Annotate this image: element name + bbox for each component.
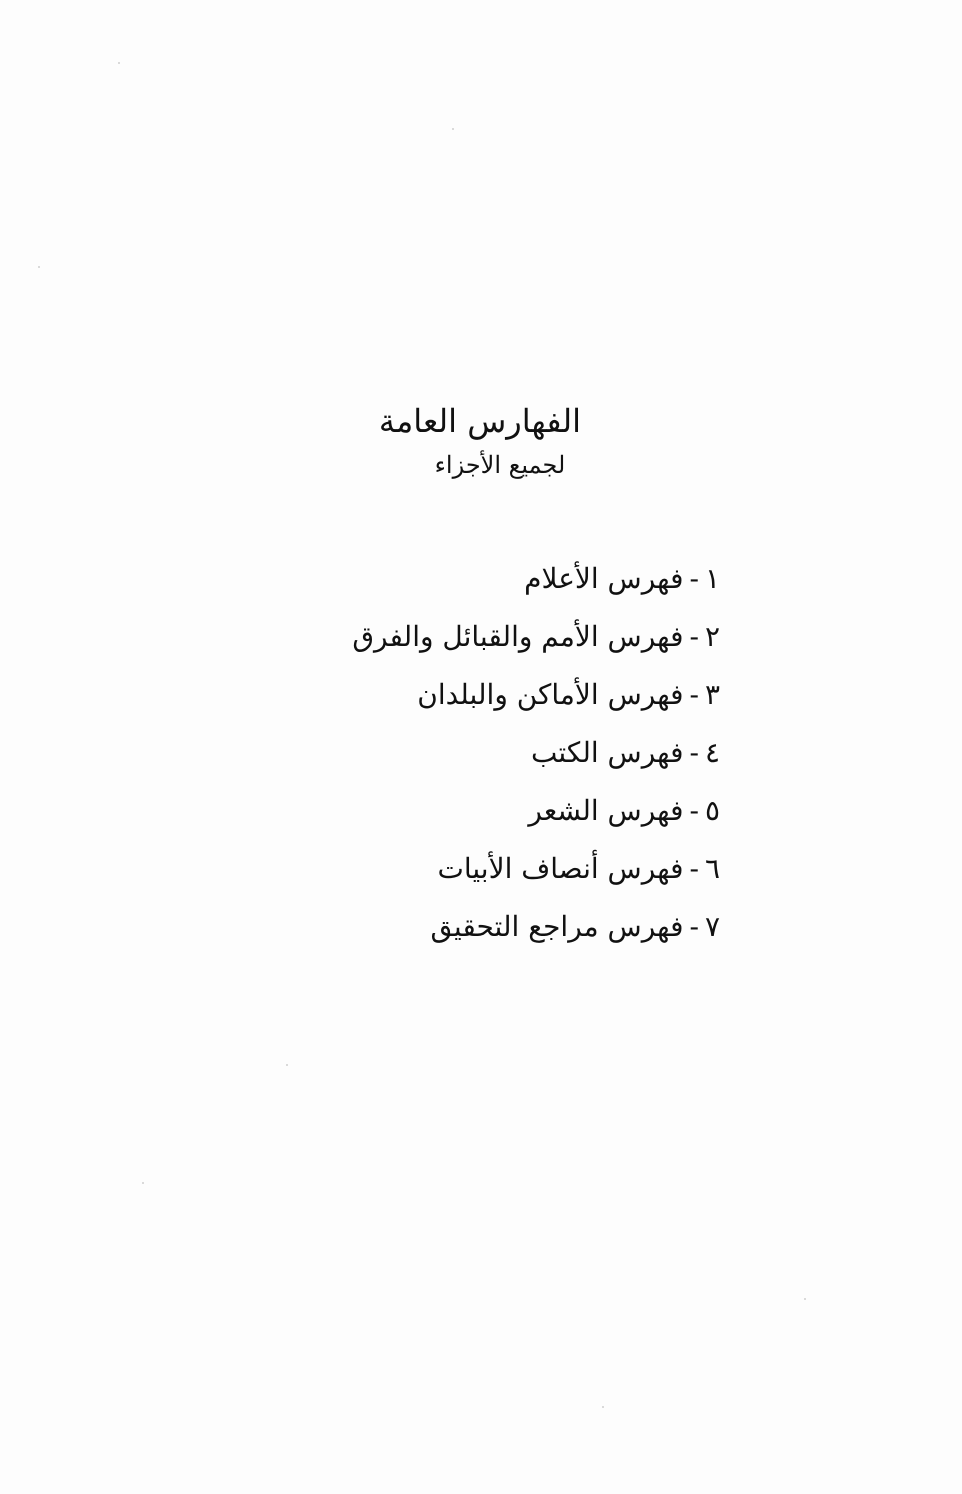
page-title: الفهارس العامة [378, 402, 582, 440]
paper-speck [38, 266, 40, 268]
paper-speck [452, 128, 454, 130]
item-separator: - [689, 736, 699, 769]
item-number: ٤ [704, 736, 720, 769]
list-item [340, 614, 720, 672]
item-separator: - [689, 620, 699, 653]
list-item [340, 672, 720, 730]
item-number: ٥ [704, 794, 720, 827]
paper-speck [804, 1298, 806, 1300]
item-separator: - [689, 562, 699, 595]
item-label: فهرس الأعلام [524, 562, 684, 595]
item-label: فهرس الكتب [530, 736, 684, 769]
item-number: ٣ [704, 678, 720, 711]
paper-speck [118, 62, 120, 64]
list-item [340, 788, 720, 846]
item-label: فهرس الأماكن والبلدان [417, 678, 684, 711]
item-separator: - [689, 678, 699, 711]
page-subtitle: لجميع الأجزاء [434, 451, 566, 479]
item-label: فهرس مراجع التحقيق [430, 910, 684, 943]
paper-speck [142, 1182, 144, 1184]
item-label: فهرس الأمم والقبائل والفرق [352, 620, 684, 653]
item-separator: - [689, 852, 699, 885]
item-separator: - [689, 910, 699, 943]
item-number: ٦ [704, 852, 720, 885]
list-item [340, 730, 720, 788]
paper-speck [602, 1406, 604, 1408]
item-number: ١ [704, 562, 720, 595]
item-label: فهرس الشعر [528, 794, 684, 827]
paper-speck [286, 1064, 288, 1066]
list-item [340, 846, 720, 904]
item-number: ٢ [704, 620, 720, 653]
item-separator: - [689, 794, 699, 827]
list-item [340, 556, 720, 614]
item-number: ٧ [704, 910, 720, 943]
heading-block [340, 398, 620, 482]
list-item [340, 904, 720, 962]
index-list [340, 556, 720, 962]
item-label: فهرس أنصاف الأبيات [437, 852, 684, 885]
